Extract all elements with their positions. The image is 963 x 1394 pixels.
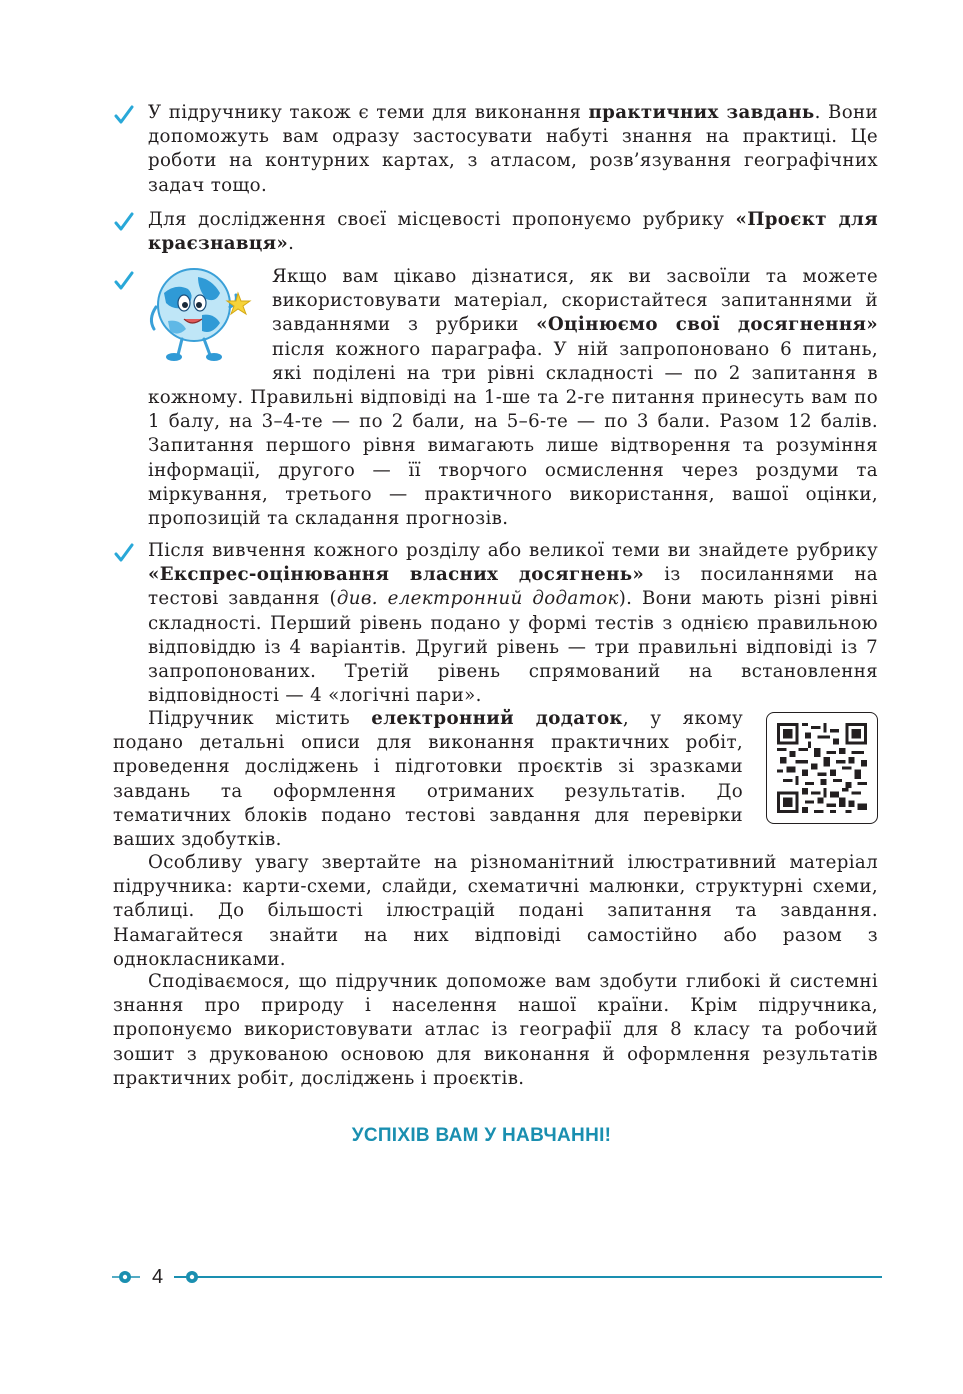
check-icon bbox=[113, 270, 135, 292]
paragraph-bold: електронний додаток bbox=[371, 708, 623, 729]
bullet-bold: «Проєкт для краєзнавця» bbox=[148, 209, 879, 255]
paragraph-supplement bbox=[113, 707, 743, 852]
bullet-express bbox=[148, 539, 878, 708]
bullet-text: Після вивчення кожного розділу або великої теми ви знайдете рубрику bbox=[148, 540, 878, 561]
bullet-text: У підручнику також є теми для виконання bbox=[148, 102, 589, 123]
bullet-text: . bbox=[288, 233, 295, 255]
page-number: 4 bbox=[152, 1266, 164, 1288]
closing-heading: УСПІХІВ ВАМ У НАВЧАННІ! bbox=[351, 1125, 612, 1146]
bullet-text: ). Вони мають різні рівні складності. Перший рівень подано у формі тестів з однією правильною відповіддю із 4 варіантів. Другий рівень — три правильні відповіді із 7 запропонованих. Третій рівень спрямований на встановлення відповідності — 4 «логічні пари». bbox=[148, 588, 878, 707]
bullet-bold: практичних завдань bbox=[588, 102, 815, 123]
bullet-project bbox=[148, 208, 878, 256]
paragraph-text: Підручник містить bbox=[148, 708, 372, 729]
bullet-bold: «Оцінюємо свої досягнення» bbox=[536, 314, 878, 336]
bullet-practical-tasks bbox=[148, 101, 878, 198]
paragraph-illustrations: Особливу увагу звертайте на різноманітний ілюстративний матеріал підручника: карти-схеми, слайди, схематичні малюнки, структурні схеми, таблиці. До більшості ілюстрацій подані запитання та завдання. Намагайтеся знайти на них відповіді самостійно або разом з однокласниками. bbox=[113, 852, 878, 970]
bullet-bold: «Експрес-оцінювання власних досягнень» bbox=[148, 564, 645, 586]
bullet-assessment bbox=[148, 265, 878, 531]
paragraph-hope: Сподіваємося, що підручник допоможе вам здобути глибокі й системні знання про природу і населення нашої країни. Крім підручника, пропонуємо використовувати атлас із географії для 8 класу та робочий зошит з друкованою основою для виконання й оформлення результатів практичних робіт, досліджень і проєктів. bbox=[113, 971, 878, 1089]
qr-code-icon bbox=[777, 723, 867, 813]
bullet-text: . Вони допоможуть вам одразу застосувати набуті знання на практиці. Це роботи на контурних картах, з атласом, розв’язування географічних задач тощо. bbox=[148, 102, 878, 196]
bullet-text: із посиланнями на тестові завдання ( bbox=[148, 564, 879, 610]
qr-code[interactable] bbox=[766, 712, 878, 824]
bullet-text: після кожного параграфа. У ній запропоновано 6 питань, які поділені на три рівні складності — по 2 запитання в кожному. Правильні відповіді на 1-ше та 2-ге питання принесуть вам по 1 балу, на 3–4-те — по 2 бали, на 5–6-те — по 3 бали. Разом 12 балів. Запитання першого рівня вимагають лише відтворення та розуміння інформації, другого — її творчого осмислення через роздуми та міркування, третього — практичного використання, вашої оцінки, пропозицій та складання прогнозів. bbox=[148, 338, 878, 530]
check-icon bbox=[113, 211, 135, 233]
check-icon bbox=[113, 542, 135, 564]
bullet-text: Якщо вам цікаво дізнатися, як ви засвоїли та можете використовувати матеріал, скористайтеся запитаннями й завданнями з рубрики bbox=[272, 266, 878, 336]
footer-decoration bbox=[112, 1264, 882, 1290]
check-icon bbox=[113, 104, 135, 126]
paragraph-text: , у якому подано детальні описи для виконання практичних робіт, проведення досліджень і підготовки проєктів зі зразками завдань та оформлення отриманих результатів. До тематичних блоків подано тестові завдання для перевірки ваших здобутків. bbox=[113, 708, 744, 851]
mascot-float-spacer bbox=[148, 265, 272, 385]
bullet-text: Для дослідження своєї місцевості пропонуємо рубрику bbox=[148, 209, 736, 230]
bullet-italic: див. електронний додаток bbox=[336, 588, 619, 610]
